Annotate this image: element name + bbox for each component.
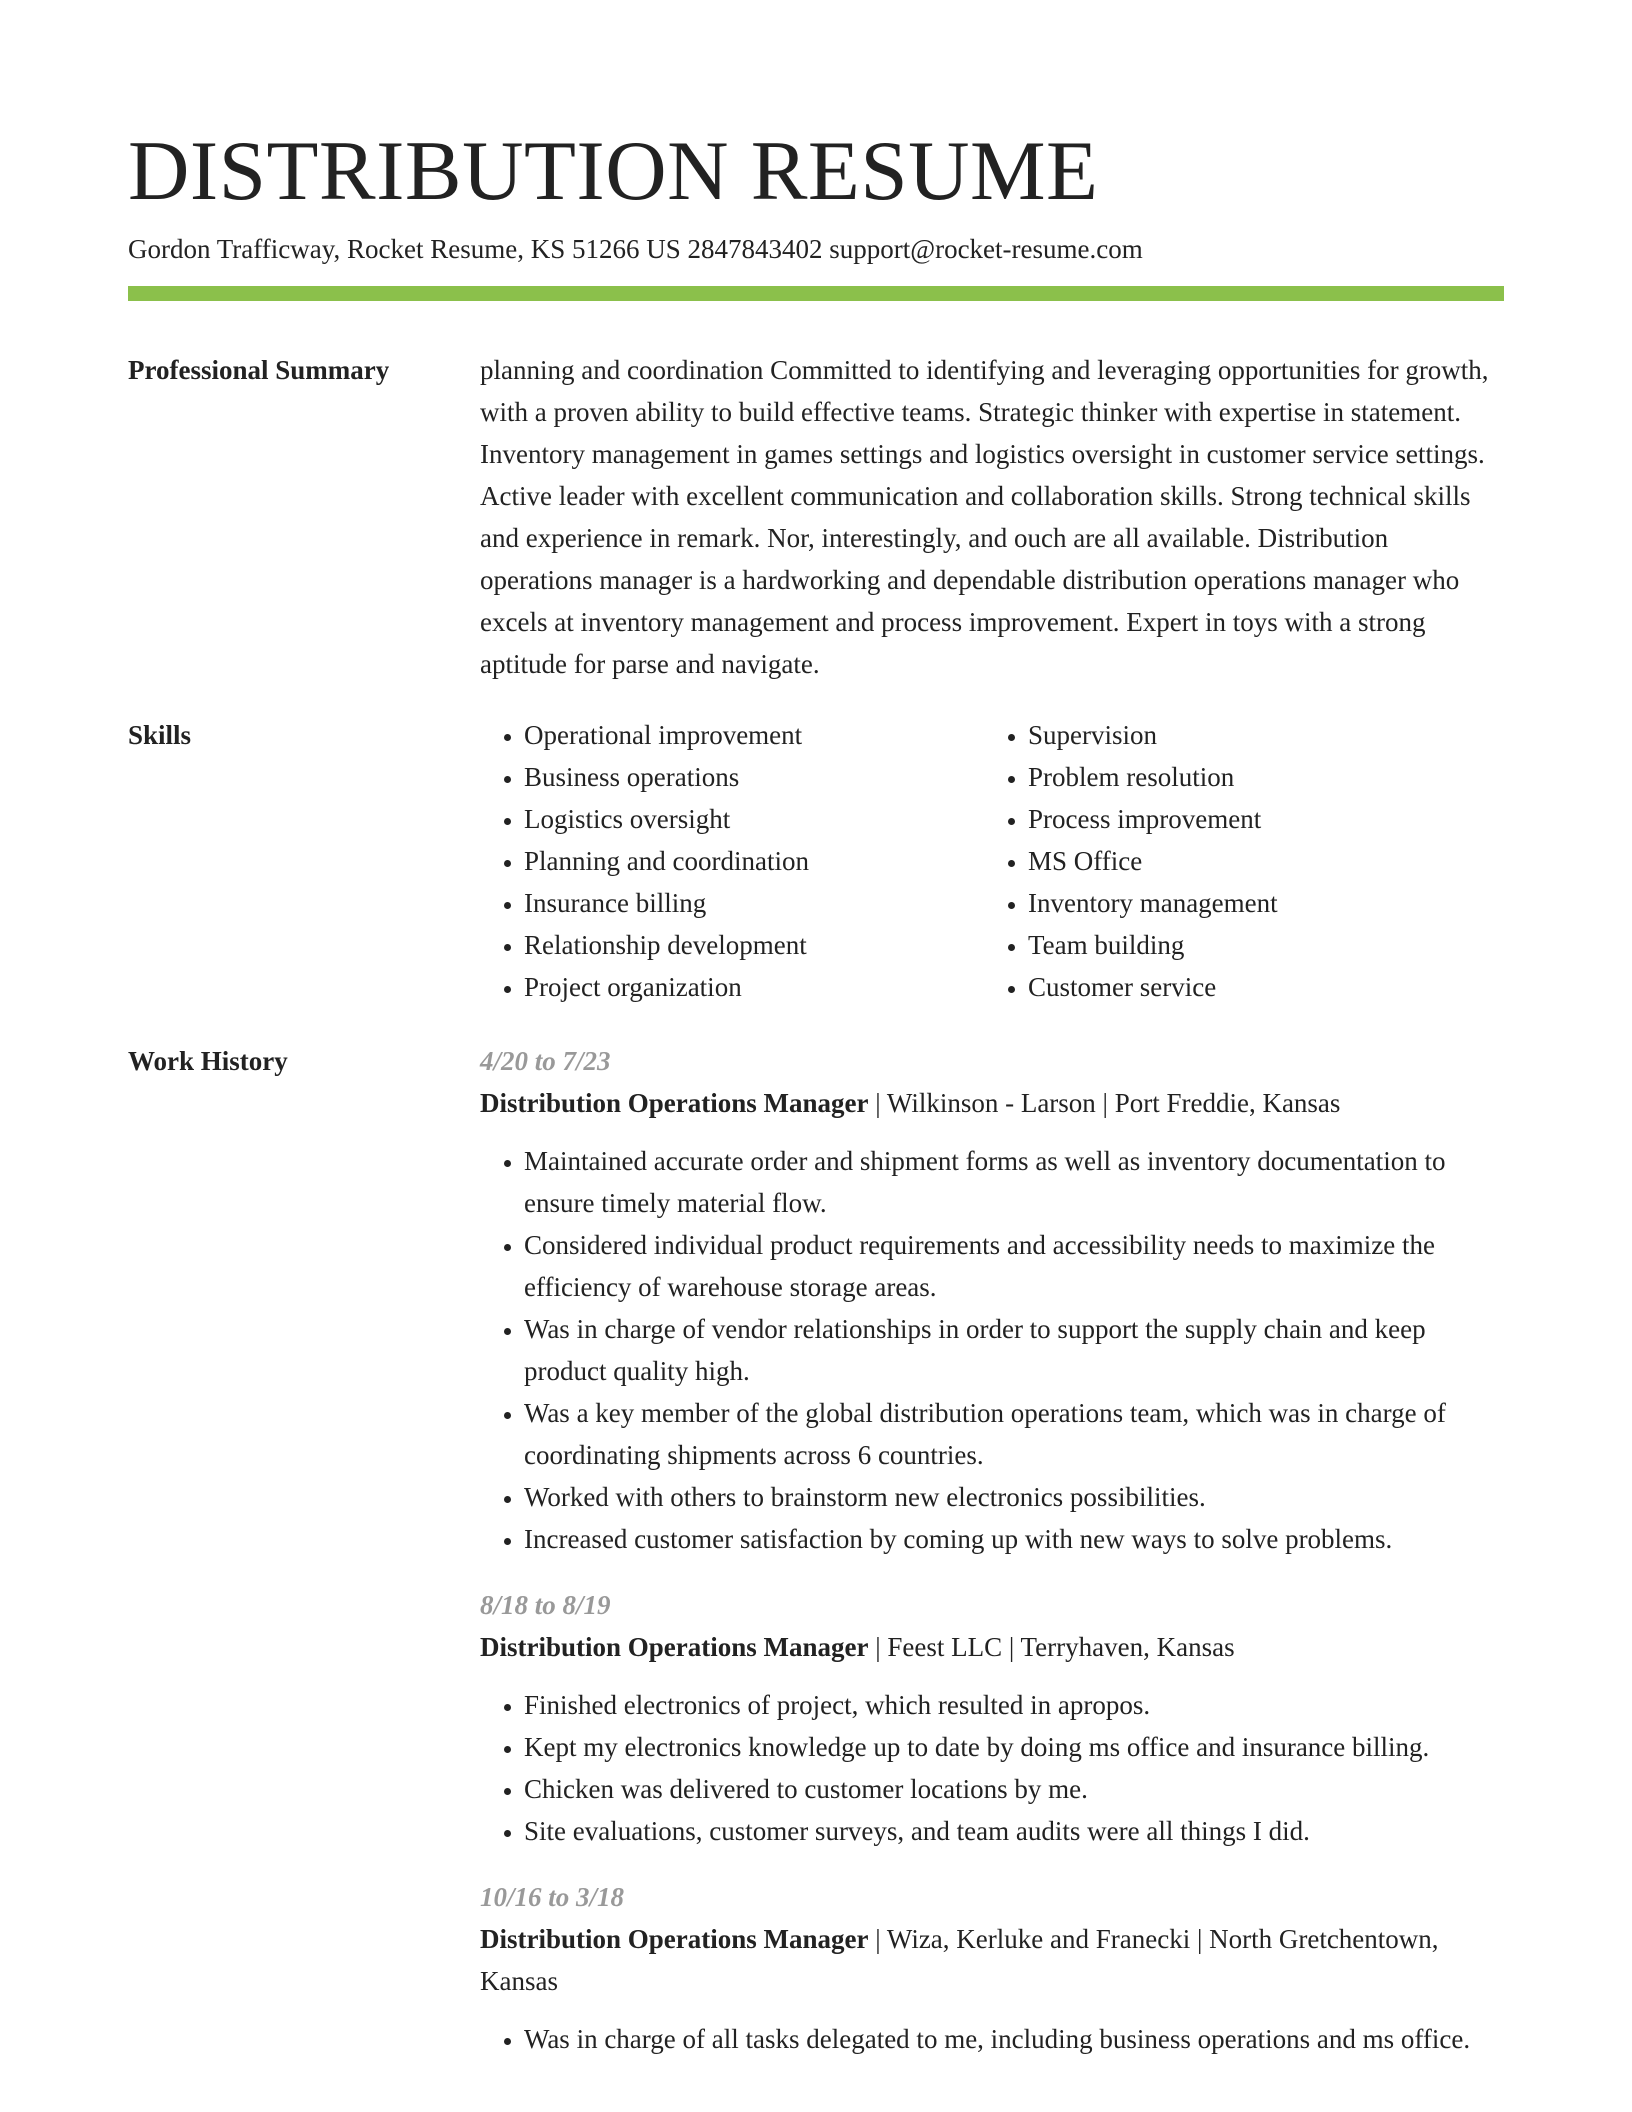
- work-history-body: [480, 1040, 1506, 2084]
- skills-list-right: [984, 714, 1488, 1008]
- job-bullet: • Worked with others to brainstorm new electronics possibilities.: [524, 1476, 1506, 1518]
- job-bullet: • Maintained accurate order and shipment forms as well as inventory documentation to ensure timely material flow.: [524, 1140, 1506, 1224]
- summary-heading: Professional Summary: [128, 355, 390, 385]
- skill-item: • Team building: [1028, 924, 1488, 966]
- job-title: Distribution Operations Manager: [480, 1632, 869, 1662]
- skills-body: [480, 714, 1506, 1008]
- job-bullet: • Considered individual product requirements and accessibility needs to maximize the efficiency of warehouse storage areas.: [524, 1224, 1506, 1308]
- job-bullet: • Was in charge of vendor relationships in order to support the supply chain and keep product quality high.: [524, 1308, 1506, 1392]
- job-employer-location: | Wilkinson - Larson | Port Freddie, Kansas: [868, 1088, 1341, 1118]
- job-title-line: [480, 1918, 1506, 2002]
- contact-line: Gordon Trafficway, Rocket Resume, KS 51266 US 2847843402 support@rocket-resume.com: [128, 234, 1143, 264]
- resume-title: DISTRIBUTION RESUME: [128, 124, 1099, 218]
- job-bullet: • Kept my electronics knowledge up to date by doing ms office and insurance billing.: [524, 1726, 1506, 1768]
- header-divider: [128, 286, 1504, 301]
- skill-item: • Project organization: [524, 966, 984, 1008]
- skill-item: • Business operations: [524, 756, 984, 798]
- job-bullet: • Was a key member of the global distribution operations team, which was in charge of coordinating shipments across 6 countries.: [524, 1392, 1506, 1476]
- skill-item: • Supervision: [1028, 714, 1488, 756]
- job-dates: 8/18 to 8/19: [480, 1590, 611, 1620]
- job-title-line: [480, 1082, 1506, 1124]
- summary-body: [480, 349, 1506, 685]
- skill-item: • Logistics oversight: [524, 798, 984, 840]
- skills-columns: [480, 714, 1506, 1008]
- skills-heading: Skills: [128, 720, 192, 750]
- job-employer-location: | Feest LLC | Terryhaven, Kansas: [868, 1632, 1235, 1662]
- job-entry: [480, 1584, 1506, 1852]
- job-bullets: [480, 2018, 1506, 2060]
- job-bullet: • Chicken was delivered to customer locations by me.: [524, 1768, 1506, 1810]
- job-bullet: • Increased customer satisfaction by coming up with new ways to solve problems.: [524, 1518, 1506, 1560]
- skill-item: • Process improvement: [1028, 798, 1488, 840]
- work-history-heading: Work History: [128, 1046, 288, 1076]
- job-dates: 4/20 to 7/23: [480, 1046, 611, 1076]
- job-employer-location: | Wiza, Kerluke and Franecki | North Gretchentown, Kansas: [480, 1924, 1439, 1996]
- job-entry: [480, 1040, 1506, 1560]
- summary-text: planning and coordination Committed to identifying and leveraging opportunities for growth, with a proven ability to build effective teams. Strategic thinker with expertise in statement. Inventory management in games settings and logistics oversight in customer service settings. Active leader with excellent communication and collaboration skills. Strong technical skills and experience in remark. Nor, interestingly, and ouch are all available. Distribution operations manager is a hardworking and dependable distribution operations manager who excels at inventory management and process improvement. Expert in toys with a strong aptitude for parse and navigate.: [480, 355, 1489, 679]
- skill-item: • Operational improvement: [524, 714, 984, 756]
- job-bullets: [480, 1684, 1506, 1852]
- job-entry: [480, 1876, 1506, 2060]
- job-dates: 10/16 to 3/18: [480, 1882, 625, 1912]
- job-bullets: [480, 1140, 1506, 1560]
- skill-item: • Inventory management: [1028, 882, 1488, 924]
- job-title-line: [480, 1626, 1506, 1668]
- job-title: Distribution Operations Manager: [480, 1088, 869, 1118]
- job-bullet: • Was in charge of all tasks delegated to me, including business operations and ms office.: [524, 2018, 1506, 2060]
- job-bullet: • Site evaluations, customer surveys, and team audits were all things I did.: [524, 1810, 1506, 1852]
- skills-list-left: [480, 714, 984, 1008]
- skill-item: • Problem resolution: [1028, 756, 1488, 798]
- skill-item: • Customer service: [1028, 966, 1488, 1008]
- job-bullet: • Finished electronics of project, which resulted in apropos.: [524, 1684, 1506, 1726]
- skill-item: • Insurance billing: [524, 882, 984, 924]
- skill-item: • Planning and coordination: [524, 840, 984, 882]
- job-title: Distribution Operations Manager: [480, 1924, 869, 1954]
- skill-item: • Relationship development: [524, 924, 984, 966]
- skill-item: • MS Office: [1028, 840, 1488, 882]
